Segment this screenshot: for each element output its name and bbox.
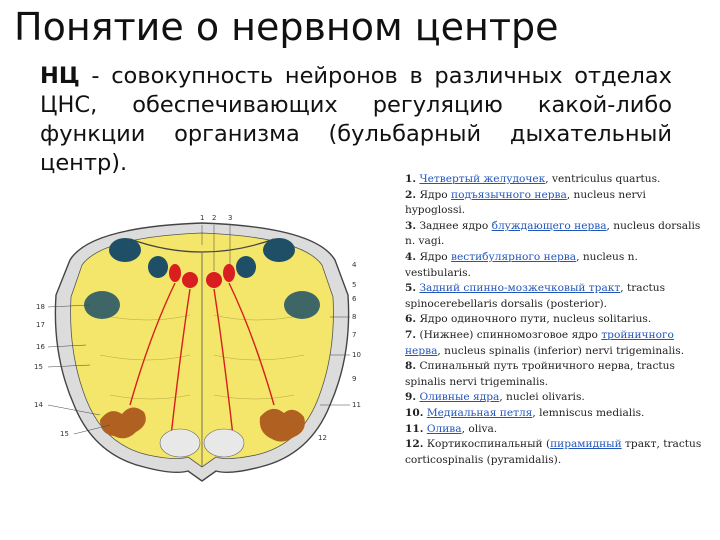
pyramid-left [160,429,200,457]
legend-text: Ядро [419,188,452,201]
label-9: 9 [352,375,357,383]
legend-item [405,422,707,438]
legend-link[interactable]: Оливные ядра [419,391,500,404]
medulla-cross-section-figure [30,205,375,495]
hypoglossal-nucleus-right [206,272,222,288]
label-12: 12 [318,434,327,442]
legend-number: 6. [405,313,417,326]
legend-link[interactable]: подъязычного нерва [451,188,567,201]
legend-number: 10. [405,406,424,419]
label-17: 17 [36,321,45,329]
label-1: 1 [200,214,205,222]
pyramid-right [204,429,244,457]
legend-number: 9. [405,391,417,404]
legend-item [405,281,707,312]
legend-text: , ventriculus quartus. [545,173,661,185]
legend-item [405,312,707,328]
legend-link[interactable]: Олива [426,422,462,435]
definition-abbreviation: НЦ [40,63,80,89]
vagus-nucleus-right [223,264,235,282]
definition-body: - совокупность нейронов в различных отделах ЦНС, обеспечивающих регуляцию какой-либо функции организма (бульбарный дыхательный центр). [40,63,672,176]
solitary-nucleus-right [236,256,256,278]
legend-text: Заднее ядро [419,219,492,232]
legend-text: тракт, tractus corticospinalis (pyramidalis). [405,438,702,466]
figure-legend [405,172,707,468]
label-18: 18 [36,303,45,311]
legend-link[interactable]: Задний спинно-мозжечковый тракт [419,282,621,295]
legend-number: 12. [405,438,424,451]
legend-item [405,188,707,219]
legend-text: Спинальный путь тройничного нерва, tractus spinalis nervi trigeminalis. [405,360,675,388]
label-10: 10 [352,351,361,359]
legend-number: 3. [405,219,417,232]
legend-text: , oliva. [461,422,498,435]
label-15: 15 [34,363,43,371]
label-8: 8 [352,313,357,321]
legend-text: , tractus spinocerebellaris dorsalis (posterior). [405,282,666,310]
legend-item [405,359,707,390]
legend-number: 8. [405,360,417,373]
label-14: 14 [34,401,43,409]
trigeminal-nucleus-right [284,291,320,319]
label-3: 3 [228,214,233,222]
solitary-nucleus-left [148,256,168,278]
label-6: 6 [352,295,357,303]
legend-number: 1. [405,173,417,185]
hypoglossal-nucleus-left [182,272,198,288]
definition-text [40,62,672,178]
legend-link[interactable]: блуждающего нерва [491,219,607,232]
legend-link[interactable]: пирамидный [550,438,622,451]
legend-text: , nucleus n. vestibularis. [405,250,638,279]
legend-text: Ядро одиночного пути, nucleus solitarius. [419,313,652,326]
legend-text: , nucleus nervi hypoglossi. [405,188,646,217]
slide-title: Понятие о нервном центре [14,5,559,49]
legend-link[interactable]: Четвертый желудочек [419,173,546,185]
legend-item [405,172,707,188]
legend-link[interactable]: тройничного нерва [405,328,674,357]
legend-number: 4. [405,250,417,263]
legend-text: , lemniscus medialis. [532,406,645,419]
vestibular-nucleus-left [109,238,141,262]
legend-item [405,328,707,359]
legend-item [405,250,707,281]
label-4: 4 [352,261,357,269]
label-2: 2 [212,214,217,222]
legend-item [405,437,707,468]
legend-item [405,390,707,406]
label-7: 7 [352,331,357,339]
label-16: 16 [36,343,45,351]
legend-text: (Нижнее) спинномозговое ядро [419,328,602,341]
label-11: 11 [352,401,361,409]
vestibular-nucleus-right [263,238,295,262]
legend-number: 11. [405,422,424,435]
legend-number: 2. [405,188,417,201]
legend-item [405,406,707,422]
legend-text: , nucleus dorsalis n. vagi. [405,219,701,248]
legend-link[interactable]: Медиальная петля [426,406,533,419]
label-15b: 15 [60,430,69,438]
legend-text: , nucleus spinalis (inferior) nervi trigeminalis. [437,344,685,357]
legend-text: Ядро [419,250,452,263]
legend-text: Кортикоспинальный ( [426,438,551,451]
legend-item [405,219,707,250]
vagus-nucleus-left [169,264,181,282]
label-5: 5 [352,281,357,289]
legend-text: , nuclei olivaris. [499,391,585,404]
legend-link[interactable]: вестибулярного нерва [451,250,577,263]
legend-number: 7. [405,328,417,341]
legend-number: 5. [405,282,417,295]
